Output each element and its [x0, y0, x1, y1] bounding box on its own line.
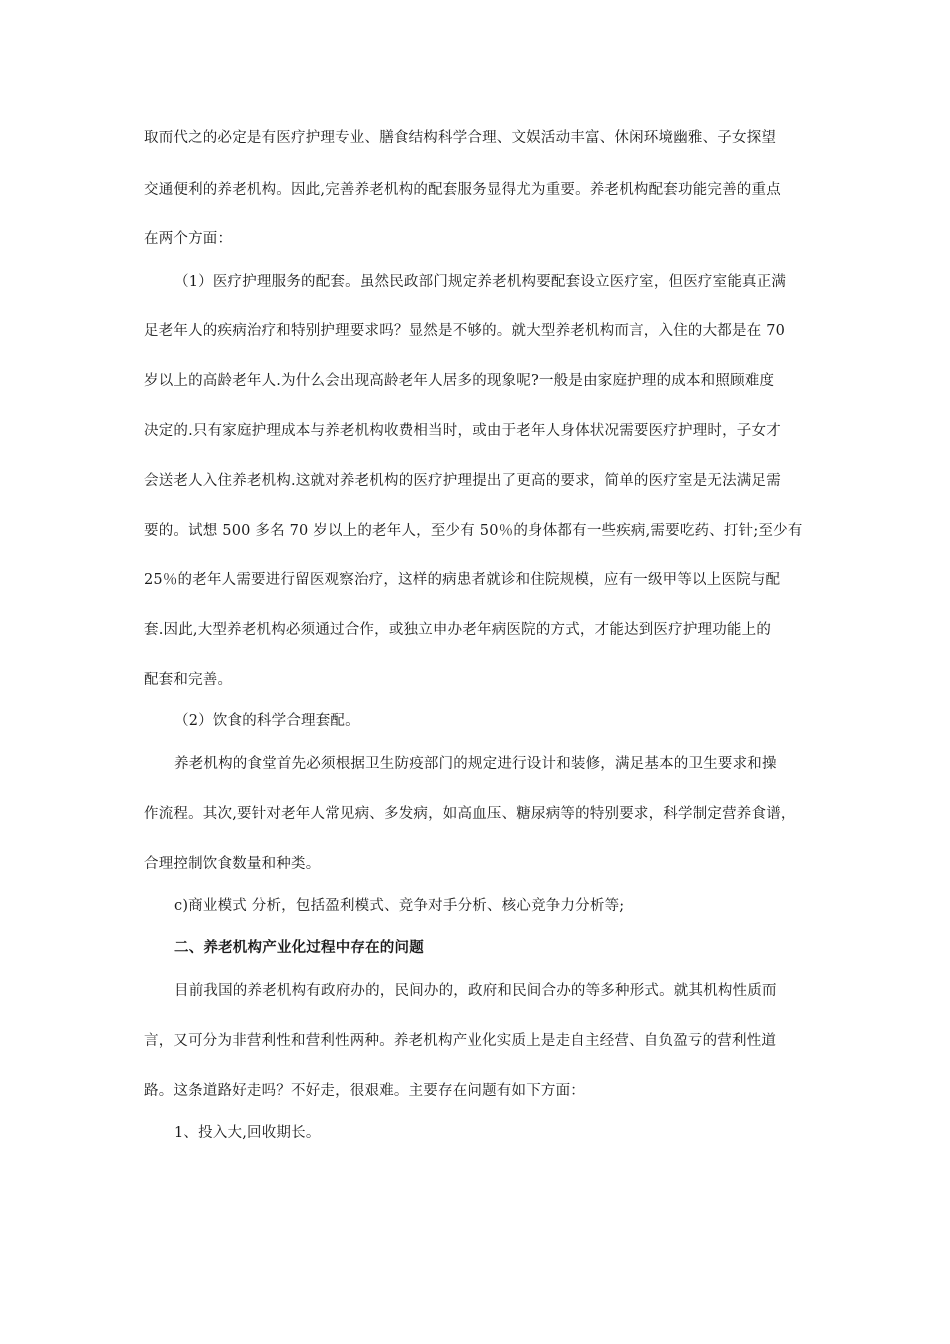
paragraph-line: 会送老人入住养老机构.这就对养老机构的医疗护理提出了更高的要求，简单的医疗室是无法满足需	[144, 473, 781, 489]
paragraph-line: 合理控制饮食数量和种类。	[144, 856, 321, 872]
paragraph-line: 取而代之的必定是有医疗护理专业、膳食结构科学合理、文娱活动丰富、休闲环境幽雅、子女探望	[144, 130, 777, 146]
paragraph-line: 套.因此,大型养老机构必须通过合作，或独立申办老年病医院的方式，才能达到医疗护理功能上的	[144, 622, 772, 638]
paragraph-line: 要的。试想 500 多名 70 岁以上的老年人，至少有 50％的身体都有一些疾病,需要吃药、打针;至少有	[144, 523, 803, 539]
paragraph-line: 25％的老年人需要进行留医观察治疗，这样的病患者就诊和住院规模，应有一级甲等以上医院与配	[144, 572, 781, 588]
paragraph-line: 目前我国的养老机构有政府办的，民间办的，政府和民间合办的等多种形式。就其机构性质而	[174, 983, 777, 999]
list-item-diet: （2）饮食的科学合理套配。	[174, 713, 360, 729]
section-heading: 二、养老机构产业化过程中存在的问题	[174, 939, 424, 956]
paragraph-line: 足老年人的疾病治疗和特别护理要求吗？显然是不够的。就大型养老机构而言，入住的大都是在 70	[144, 323, 786, 339]
paragraph-line: 交通便利的养老机构。因此,完善养老机构的配套服务显得尤为重要。养老机构配套功能完善的重点	[144, 182, 781, 198]
paragraph-line: 在两个方面：	[144, 231, 233, 247]
paragraph-line: 决定的.只有家庭护理成本与养老机构收费相当时，或由于老年人身体状况需要医疗护理时，子女才	[144, 423, 781, 439]
paragraph-line: 岁以上的高龄老年人.为什么会出现高龄老年人居多的现象呢?一般是由家庭护理的成本和照顾难度	[144, 373, 775, 389]
list-item-investment: 1、投入大,回收期长。	[174, 1125, 321, 1141]
paragraph-line: 配套和完善。	[144, 672, 233, 688]
paragraph-line: 路。这条道路好走吗？不好走，很艰难。主要存在问题有如下方面：	[144, 1083, 585, 1099]
paragraph-line: 言，又可分为非营利性和营利性两种。养老机构产业化实质上是走自主经营、自负盈亏的营利性道	[144, 1033, 777, 1049]
paragraph-line: 作流程。其次,要针对老年人常见病、多发病，如高血压、糖尿病等的特别要求，科学制定营养食谱，	[144, 806, 796, 822]
list-item-medical-care: （1）医疗护理服务的配套。虽然民政部门规定养老机构要配套设立医疗室，但医疗室能真正满	[174, 274, 787, 290]
paragraph-line: 养老机构的食堂首先必须根据卫生防疫部门的规定进行设计和装修，满足基本的卫生要求和操	[174, 756, 777, 772]
list-item-business-model: c)商业模式 分析，包括盈利模式、竞争对手分析、核心竞争力分析等;	[174, 898, 625, 914]
